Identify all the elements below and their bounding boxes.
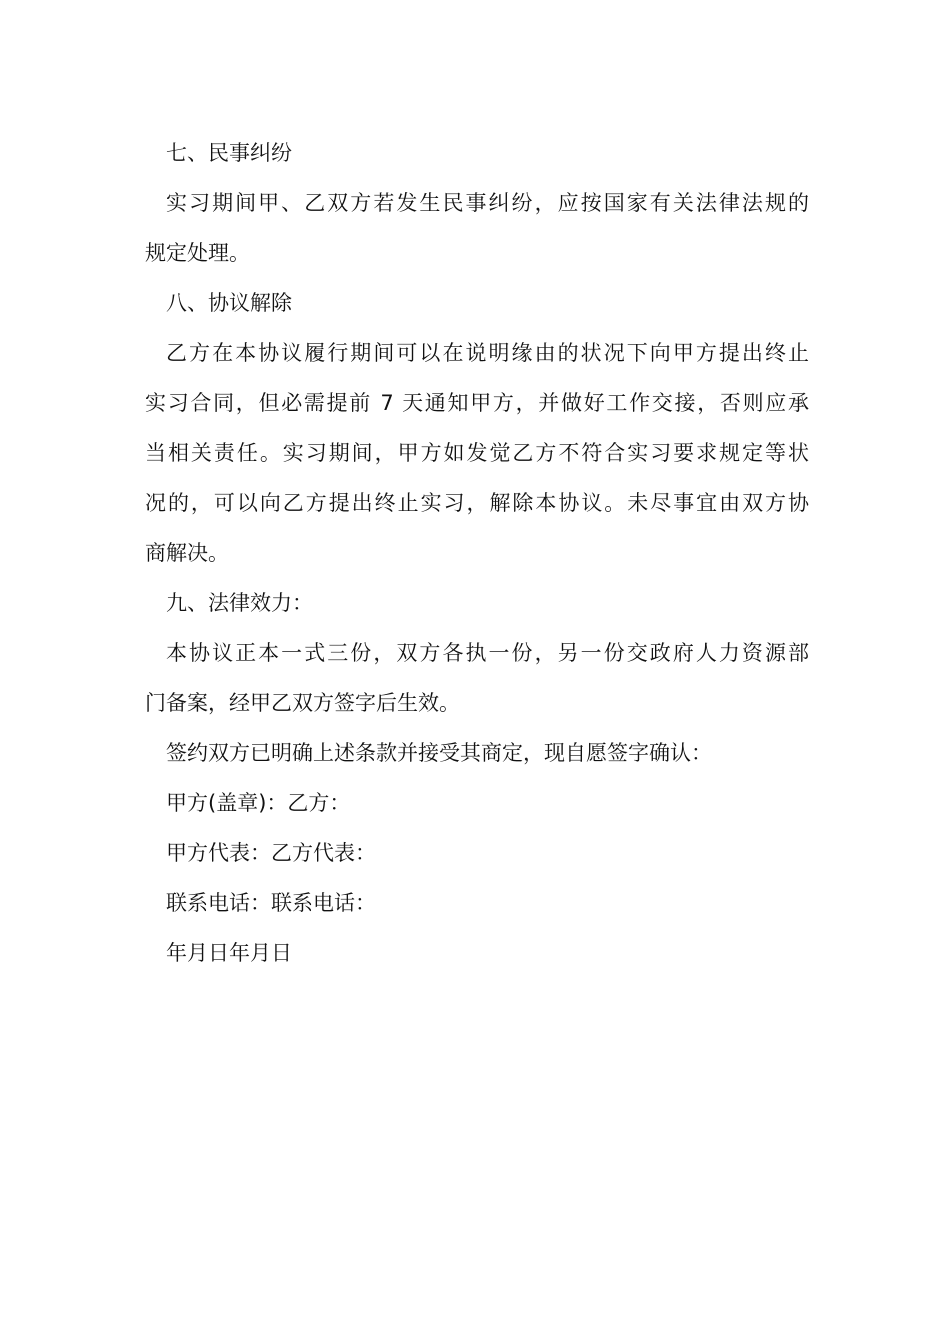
paragraph-line: 当相关责任。实习期间，甲方如发觉乙方不符合实习要求规定等状 xyxy=(145,441,809,465)
section-heading-agreement-termination: 八、协议解除 xyxy=(166,291,292,315)
paragraph-line: 本协议正本一式三份，双方各执一份，另一份交政府人力资源部 xyxy=(166,641,809,665)
signature-representative-line: 甲方代表：乙方代表： xyxy=(166,841,376,865)
paragraph-line: 规定处理。 xyxy=(145,241,250,265)
paragraph-line: 实习合同，但必需提前 7 天通知甲方，并做好工作交接，否则应承 xyxy=(145,391,809,415)
section-heading-legal-effect: 九、法律效力： xyxy=(166,591,313,615)
signing-statement: 签约双方已明确上述条款并接受其商定，现自愿签字确认： xyxy=(166,741,712,765)
signature-party-line: 甲方(盖章)：乙方： xyxy=(166,791,351,815)
paragraph-line: 况的，可以向乙方提出终止实习，解除本协议。未尽事宜由双方协 xyxy=(145,491,809,515)
paragraph-line: 实习期间甲、乙双方若发生民事纠纷，应按国家有关法律法规的 xyxy=(166,191,809,215)
paragraph-line: 乙方在本协议履行期间可以在说明缘由的状况下向甲方提出终止 xyxy=(166,341,809,365)
signature-date-line: 年月日年月日 xyxy=(166,941,292,965)
paragraph-line: 门备案，经甲乙双方签字后生效。 xyxy=(145,691,460,715)
section-heading-civil-disputes: 七、民事纠纷 xyxy=(166,141,292,165)
signature-phone-line: 联系电话：联系电话： xyxy=(166,891,376,915)
document-body xyxy=(145,128,809,978)
paragraph-line: 商解决。 xyxy=(145,541,229,565)
